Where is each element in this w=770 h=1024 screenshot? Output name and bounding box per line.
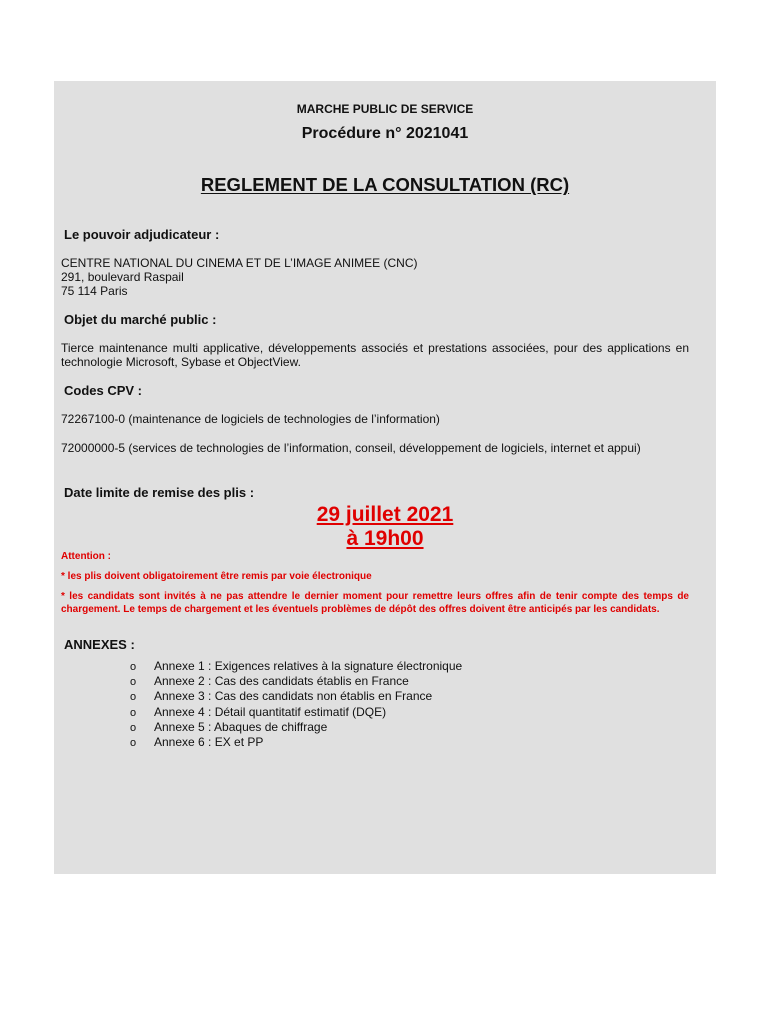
authority-city: 75 114 Paris xyxy=(61,284,128,298)
warning-item-electronic: * les plis doivent obligatoirement être remis par voie électronique xyxy=(61,571,372,582)
bullet-marker: o xyxy=(130,661,137,673)
annex-item-label: Annexe 3 : Cas des candidats non établis en France xyxy=(154,689,433,704)
bullet-marker: o xyxy=(130,737,137,750)
annex-item-label: Annexe 4 : Détail quantitatif estimatif (DQE) xyxy=(154,704,387,719)
authority-address xyxy=(61,256,418,298)
authority-street: 291, boulevard Raspail xyxy=(61,270,184,284)
cpv-code-1: 72267100-0 (maintenance de logiciels de technologies de l’information) xyxy=(61,412,440,426)
list-item xyxy=(130,720,462,735)
authority-heading: Le pouvoir adjudicateur : xyxy=(64,227,220,242)
procedure-number: Procédure n° 2021041 xyxy=(301,125,469,142)
annex-item-label: Annexe 5 : Abaques de chiffrage xyxy=(154,719,328,734)
warning-item-timing: * les candidats sont invités à ne pas attendre le dernier moment pour remettre leurs offres afin de tenir compte des temps de chargement. Le temps de chargement et les éventuels problèmes de dépôt des offres doivent être anticipés par les candidats. xyxy=(61,591,689,615)
annex-item-label: Annexe 1 : Exigences relatives à la signature électronique xyxy=(154,659,463,673)
annex-item-label: Annexe 6 : EX et PP xyxy=(154,735,264,750)
authority-name: CENTRE NATIONAL DU CINEMA ET DE L’IMAGE ANIMEE (CNC) xyxy=(61,256,418,270)
warning-label: Attention : xyxy=(61,551,111,562)
list-item xyxy=(130,659,462,674)
object-heading: Objet du marché public : xyxy=(64,312,217,327)
cpv-heading: Codes CPV : xyxy=(64,383,143,398)
annex-list xyxy=(130,659,462,750)
list-item xyxy=(130,674,462,689)
annexes-heading: ANNEXES : xyxy=(64,637,135,652)
bullet-marker: o xyxy=(130,706,137,719)
bullet-marker: o xyxy=(130,676,137,689)
cpv-code-2: 72000000-5 (services de technologies de l’information, conseil, développement de logiciels, internet et appui) xyxy=(61,441,641,455)
deadline-time: à 19h00 xyxy=(346,527,424,550)
annex-item-label: Annexe 2 : Cas des candidats établis en France xyxy=(154,674,409,689)
deadline-heading: Date limite de remise des plis : xyxy=(64,485,255,500)
list-item xyxy=(130,705,462,720)
bullet-marker: o xyxy=(130,721,137,734)
list-item xyxy=(130,735,462,750)
document-title: REGLEMENT DE LA CONSULTATION (RC) xyxy=(200,174,570,195)
deadline-date: 29 juillet 2021 xyxy=(316,503,454,526)
object-text: Tierce maintenance multi applicative, développements associés et prestations associées, pour des applications en technologie Microsoft, Sybase et ObjectView. xyxy=(61,341,689,369)
bullet-marker: o xyxy=(130,691,137,704)
market-type-label: MARCHE PUBLIC DE SERVICE xyxy=(296,102,474,116)
list-item xyxy=(130,689,462,704)
document-panel xyxy=(54,81,716,874)
